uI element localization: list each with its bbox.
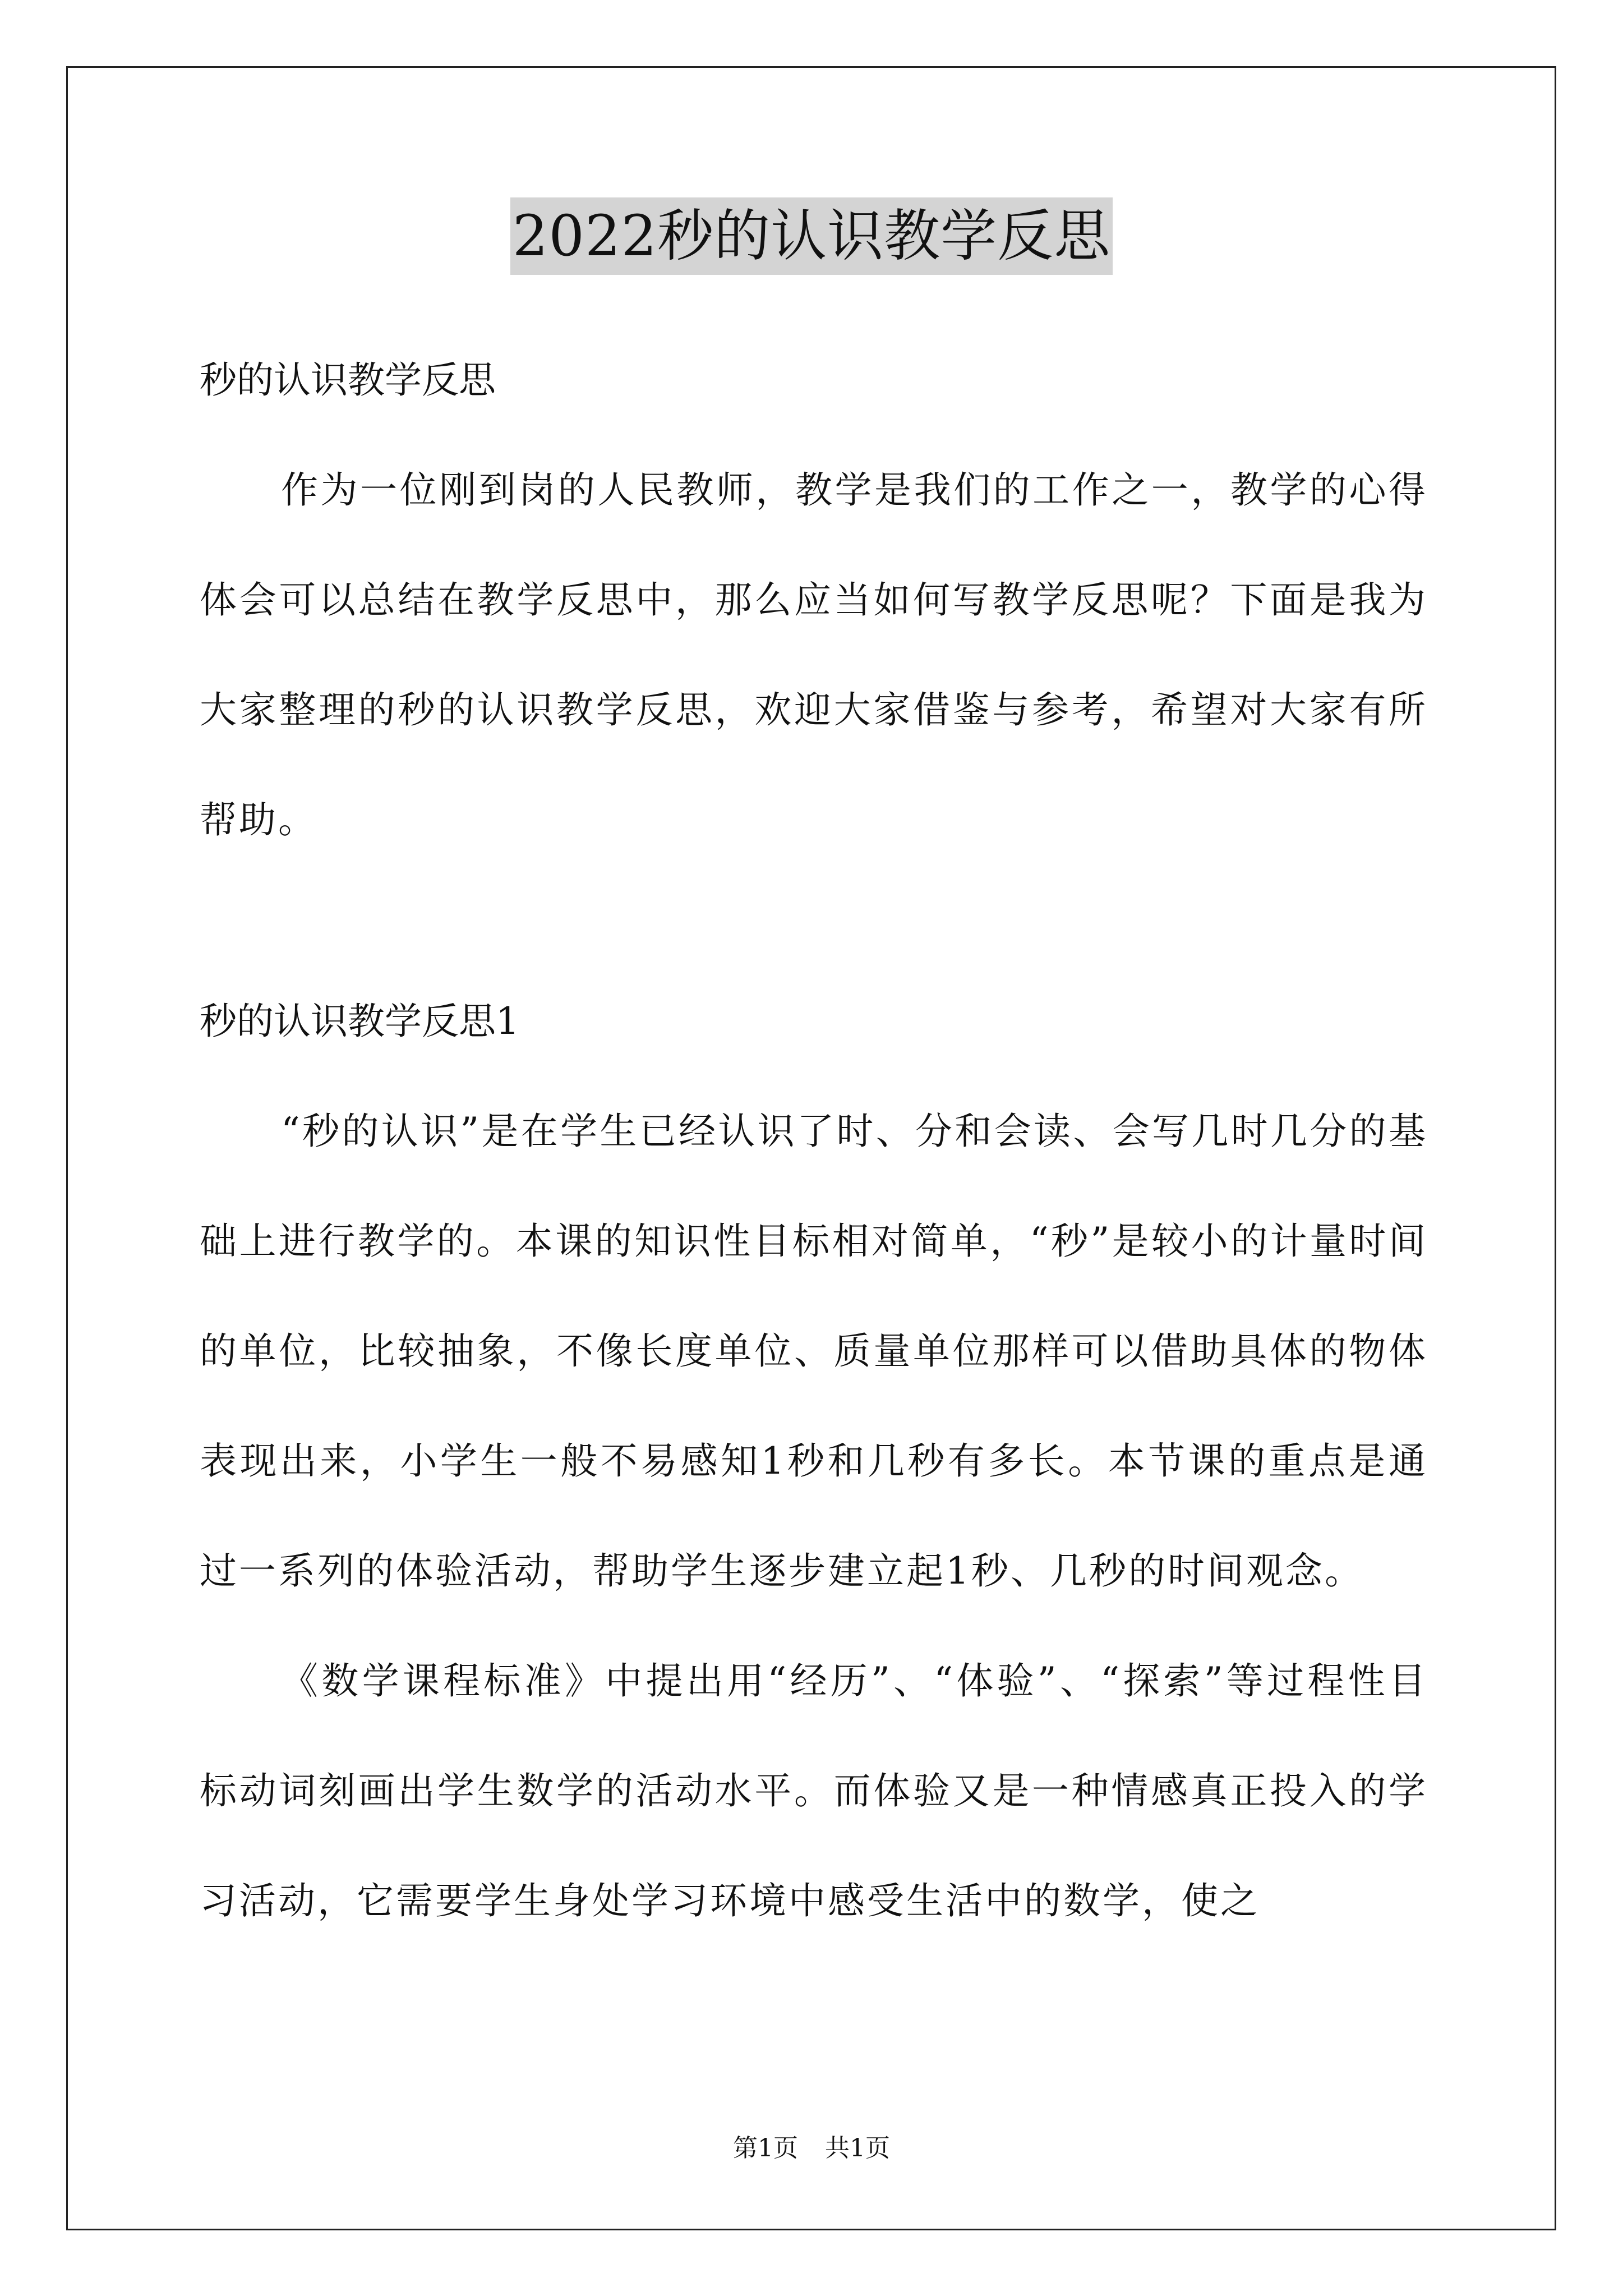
section1-heading: 秒的认识教学反思1 <box>200 1000 519 1043</box>
intro-heading: 秒的认识教学反思 <box>200 358 496 402</box>
page-number: 第1页 <box>733 2134 798 2162</box>
intro-paragraph: 作为一位刚到岗的人民教师，教学是我们的工作之一，教学的心得体会可以总结在教学反思中，那么应当如何写教学反思呢？下面是我为大家整理的秒的认识教学反思，欢迎大家借鉴与参考，希望对大家有所帮助。 <box>200 468 1428 841</box>
section-gap <box>200 875 1428 967</box>
page-footer <box>0 2132 1623 2165</box>
section1-paragraph-2: 《数学课程标准》中提出用“经历”、“体验”、“探索”等过程性目标动词刻画出学生数学的活动水平。而体验又是一种情感真正投入的学习活动，它需要学生身处学习环境中感受生活中的数学，使之 <box>200 1659 1428 1922</box>
page-total: 共1页 <box>825 2134 890 2162</box>
section1-paragraph-1: “秒的认识”是在学生已经认识了时、分和会读、会写几时几分的基础上进行教学的。本课的知识性目标相对简单，“秒”是较小的计量时间的单位，比较抽象，不像长度单位、质量单位那样可以借助具体的物体表现出来，小学生一般不易感知1秒和几秒有多长。本节课的重点是通过一系列的体验活动，帮助学生逐步建立起1秒、几秒的时间观念。 <box>200 1110 1428 1593</box>
document-title: 2022秒的认识教学反思 <box>510 197 1113 275</box>
document-body <box>200 325 1428 1956</box>
title-wrap <box>0 197 1623 275</box>
